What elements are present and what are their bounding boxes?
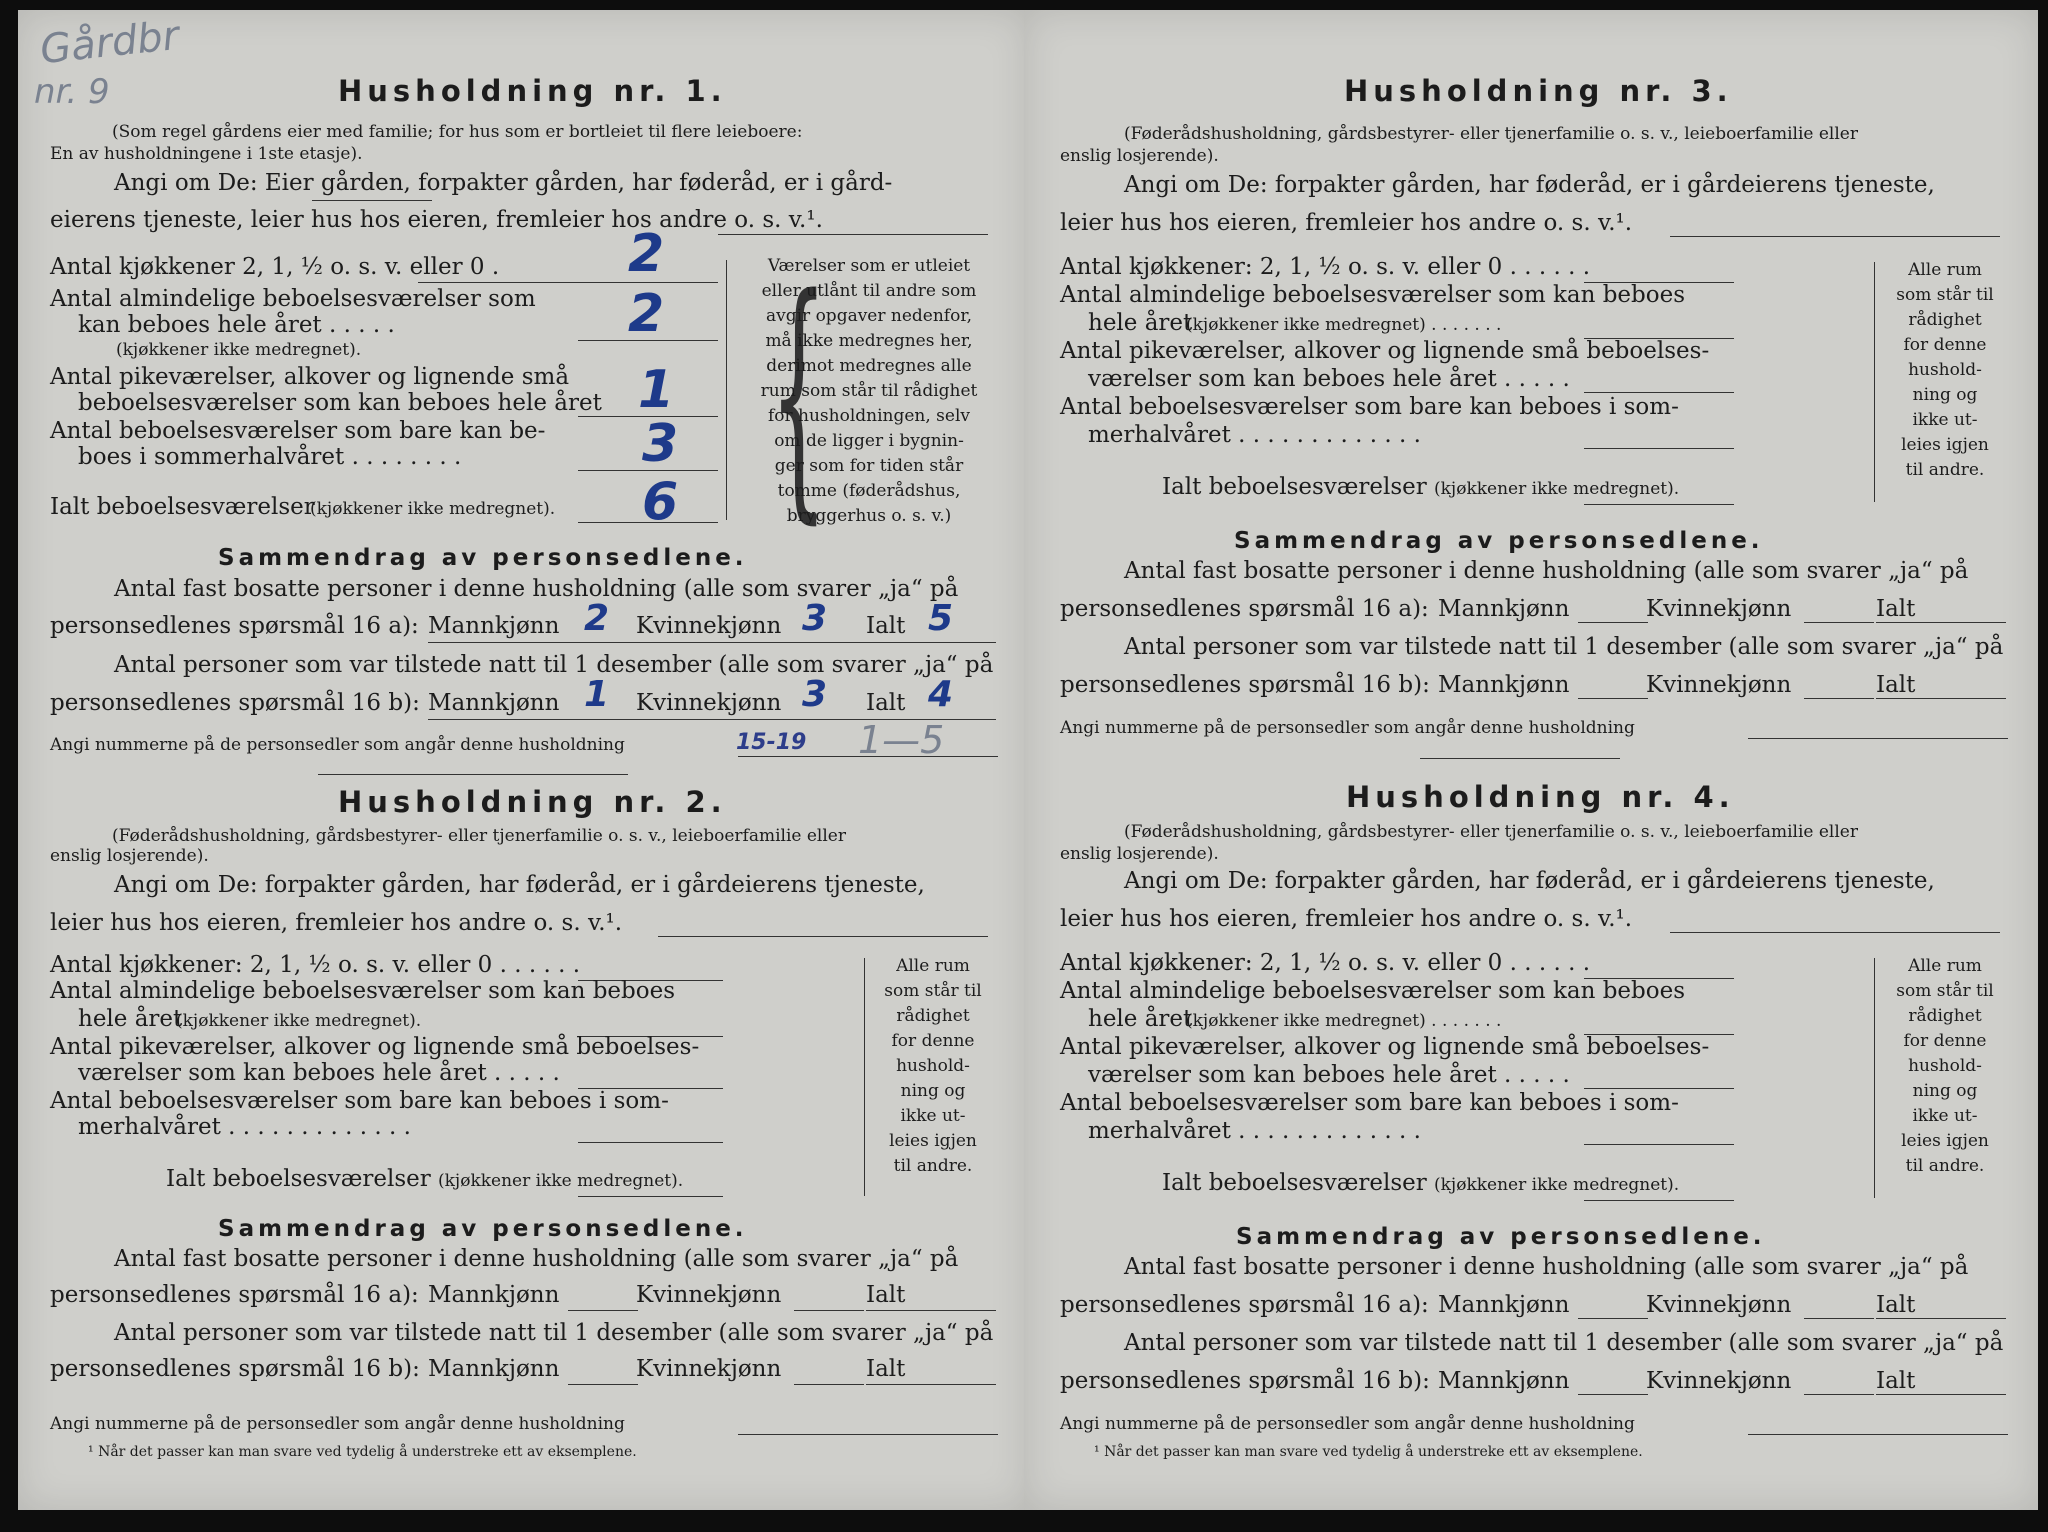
hh1-ialt-label: Ialt beboelsesværelser	[50, 494, 315, 520]
hh3-tilst-mann-label: Mannkjønn	[1438, 672, 1570, 698]
hh3-note-1: (Føderådshusholdning, gårdsbestyrer- eller tjenerfamilie o. s. v., leieboerfamilie eller	[1124, 124, 1858, 144]
hh4-note-1: (Føderådshusholdning, gårdsbestyrer- eller tjenerfamilie o. s. v., leieboerfamilie eller	[1124, 822, 1858, 842]
hh1-alm-1: Antal almindelige beboelsesværelser som	[50, 286, 536, 312]
hh4-pike-2: værelser som kan beboes hele året . . . . .	[1088, 1062, 1570, 1088]
hh2-tilst-ialt-label: Ialt	[866, 1356, 906, 1382]
hh3-tilst-ialt-label: Ialt	[1876, 672, 1916, 698]
hh3-nummer-label: Angi nummerne på de personsedler som angår denne husholdning	[1060, 718, 1635, 738]
hh1-fast-kvinne-label: Kvinnekjønn	[636, 613, 782, 639]
hh4-side-note: Alle rum som står til rådighet for denne hushold- ning og ikke ut- leies igjen til andre.	[1896, 956, 1994, 1176]
hh2-fast-mann-label: Mannkjønn	[428, 1282, 560, 1308]
hh2-note-1: (Føderådshusholdning, gårdsbestyrer- eller tjenerfamilie o. s. v., leieboerfamilie eller	[112, 826, 846, 846]
hh2-pike-1: Antal pikeværelser, alkover og lignende små beboelses-	[50, 1034, 700, 1060]
hh2-bracket-line	[864, 958, 865, 1196]
hh2-sommer-1: Antal beboelsesværelser som bare kan beboes i som-	[50, 1088, 669, 1114]
hh1-nummer-value-2: 1—5	[858, 718, 945, 762]
hh1-title: Husholdning nr. 1.	[338, 74, 727, 108]
hh1-tilst-mann-label: Mannkjønn	[428, 690, 560, 716]
hh4-fast-mann-line	[1578, 1318, 1648, 1319]
hh1-note-1: (Som regel gårdens eier med familie; for hus som er bortleiet til flere leieboere:	[112, 122, 803, 142]
hh4-tilst-ialt-line	[1876, 1394, 2006, 1395]
hh2-ialt-label: Ialt beboelsesværelser	[166, 1166, 431, 1192]
hh3-tilst-2: personsedlenes spørsmål 16 b):	[1060, 672, 1430, 698]
hh3-title: Husholdning nr. 3.	[1344, 74, 1733, 108]
hh1-kjokken-label: Antal kjøkkener 2, 1, ½ o. s. v. eller 0 .	[50, 254, 500, 280]
hh4-sommer-1: Antal beboelsesværelser som bare kan beboes i som-	[1060, 1090, 1679, 1116]
hh4-pike-1: Antal pikeværelser, alkover og lignende små beboelses-	[1060, 1034, 1710, 1060]
hh3-side-note: Alle rum som står til rådighet for denne hushold- ning og ikke ut- leies igjen til andre.	[1896, 260, 1994, 480]
hh3-ialt-small: (kjøkkener ikke medregnet).	[1434, 479, 1680, 499]
hh2-fast-mann-line	[568, 1310, 638, 1311]
hh1-bracket-line	[726, 260, 727, 520]
hh1-alm-2: kan beboes hele året . . . . .	[78, 312, 395, 338]
hh4-tilst-1: Antal personer som var tilstede natt til 1 desember (alle som svarer „ja“ på	[1124, 1330, 2004, 1356]
hh4-pike-line	[1584, 1088, 1734, 1089]
hh2-alm-3: (kjøkkener ikke medregnet).	[176, 1011, 422, 1031]
hh4-nummer-label: Angi nummerne på de personsedler som angår denne husholdning	[1060, 1414, 1635, 1434]
hh3-tilst-1: Antal personer som var tilstede natt til 1 desember (alle som svarer „ja“ på	[1124, 634, 2004, 660]
hh1-pike-value: 1	[638, 360, 675, 420]
hh3-note-2: enslig losjerende).	[1060, 146, 1219, 166]
hh3-alm-2: hele året	[1088, 310, 1193, 336]
hh4-fast-mann-label: Mannkjønn	[1438, 1292, 1570, 1318]
hh3-bracket-line	[1874, 262, 1875, 502]
hh4-note-2: enslig losjerende).	[1060, 844, 1219, 864]
hh4-tilst-kvinne-line	[1804, 1394, 1874, 1395]
hh4-ialt-small: (kjøkkener ikke medregnet).	[1434, 1175, 1680, 1195]
hh3-tilst-mann-line	[1578, 698, 1648, 699]
hh1-tilst-2: personsedlenes spørsmål 16 b):	[50, 690, 420, 716]
hh1-angi-1: Angi om De: Eier gården, forpakter gården, har føderåd, er i gård-	[114, 170, 893, 196]
hh2-angi-1: Angi om De: forpakter gården, har føderåd, er i gårdeierens tjeneste,	[114, 872, 925, 898]
hh2-tilst-mann-label: Mannkjønn	[428, 1356, 560, 1382]
hh2-fast-2: personsedlenes spørsmål 16 a):	[50, 1282, 419, 1308]
hh4-fast-kvinne-line	[1804, 1318, 1874, 1319]
hh2-kjokken-label: Antal kjøkkener: 2, 1, ½ o. s. v. eller 0 . . . . . .	[50, 952, 581, 978]
hh4-ialt-label: Ialt beboelsesværelser	[1162, 1170, 1427, 1196]
hh4-tilst-ialt-label: Ialt	[1876, 1368, 1916, 1394]
hh4-tilst-2: personsedlenes spørsmål 16 b):	[1060, 1368, 1430, 1394]
hh3-tilst-kvinne-line	[1804, 698, 1874, 699]
hh1-kjokken-line	[418, 282, 718, 283]
hh1-fast-1: Antal fast bosatte personer i denne husholdning (alle som svarer „ja“ på	[114, 576, 959, 602]
hh2-note-2: enslig losjerende).	[50, 846, 209, 866]
hh3-pike-line	[1584, 392, 1734, 393]
hh3-fast-mann-line	[1578, 622, 1648, 623]
hh4-alm-1: Antal almindelige beboelsesværelser som kan beboes	[1060, 978, 1686, 1004]
hh2-tilst-kvinne-line	[794, 1384, 864, 1385]
hh3-divider	[1420, 758, 1620, 759]
hh4-alm-2: hele året	[1088, 1006, 1193, 1032]
hh1-tilst-kvinne-value: 3	[802, 674, 828, 715]
hh1-side-note: Værelser som er utleiet eller utlånt til andre som avgir opgaver nedenfor, må ikke medregnes her, derimot medregnes alle rum som står til rådighet for husholdningen, selv om de ligger i bygnin- ger som for tiden står tomme (føderådshus, bryggerhus o. s. v.)	[760, 256, 978, 526]
hh2-fast-kvinne-line	[794, 1310, 864, 1311]
hh4-ialt-line	[1584, 1200, 1734, 1201]
hh4-fast-ialt-label: Ialt	[1876, 1292, 1916, 1318]
hh4-angi-1: Angi om De: forpakter gården, har føderåd, er i gårdeierens tjeneste,	[1124, 868, 1935, 894]
left-page	[18, 10, 1028, 1510]
hh1-angi-2: eierens tjeneste, leier hus hos eieren, fremleier hos andre o. s. v.¹.	[50, 207, 823, 233]
hh3-ialt-label: Ialt beboelsesværelser	[1162, 474, 1427, 500]
hh4-alm-3: (kjøkkener ikke medregnet) . . . . . . .	[1186, 1011, 1502, 1031]
hh2-title: Husholdning nr. 2.	[338, 785, 727, 819]
hh4-fast-ialt-line	[1876, 1318, 2006, 1319]
hh2-tilst-ialt-line	[866, 1384, 996, 1385]
hh2-sommer-line	[578, 1142, 723, 1143]
hh1-sommer-value: 3	[642, 414, 679, 474]
hh2-summary-title: Sammendrag av personsedlene.	[218, 1216, 748, 1242]
hh2-ialt-small: (kjøkkener ikke medregnet).	[438, 1171, 684, 1191]
hh3-alm-3: (kjøkkener ikke medregnet) . . . . . . .	[1186, 315, 1502, 335]
hh1-fast-2: personsedlenes spørsmål 16 a):	[50, 613, 419, 639]
hh1-fast-mann-label: Mannkjønn	[428, 613, 560, 639]
hh1-fast-mann-value: 2	[584, 598, 610, 639]
hh3-fast-1: Antal fast bosatte personer i denne husholdning (alle som svarer „ja“ på	[1124, 558, 1969, 584]
hh1-fast-kvinne-line	[636, 642, 866, 643]
hh4-sommer-line	[1584, 1144, 1734, 1145]
hh4-fast-2: personsedlenes spørsmål 16 a):	[1060, 1292, 1429, 1318]
hh1-fast-mann-line	[428, 642, 658, 643]
hh1-tilst-kvinne-line	[636, 719, 866, 720]
hh1-tilst-mann-value: 1	[584, 674, 610, 715]
hh1-tilst-kvinne-label: Kvinnekjønn	[636, 690, 782, 716]
hh3-tilst-ialt-line	[1876, 698, 2006, 699]
hh3-sommer-line	[1584, 448, 1734, 449]
hh1-summary-title: Sammendrag av personsedlene.	[218, 545, 748, 571]
hh4-kjokken-label: Antal kjøkkener: 2, 1, ½ o. s. v. eller 0 . . . . . .	[1060, 950, 1591, 976]
hh1-tilst-mann-line	[428, 719, 658, 720]
hh3-ialt-line	[1584, 504, 1734, 505]
hh3-summary-title: Sammendrag av personsedlene.	[1234, 528, 1764, 554]
pencil-note-gardbr: Gårdbr	[37, 12, 182, 74]
hh2-tilst-mann-line	[568, 1384, 638, 1385]
hh4-nummer-line	[1748, 1434, 2008, 1435]
hh3-pike-1: Antal pikeværelser, alkover og lignende små beboelses-	[1060, 338, 1710, 364]
hh3-alm-1: Antal almindelige beboelsesværelser som kan beboes	[1060, 282, 1686, 308]
hh2-alm-1: Antal almindelige beboelsesværelser som kan beboes	[50, 978, 676, 1004]
hh3-fast-ialt-label: Ialt	[1876, 596, 1916, 622]
hh1-nummer-value-1: 15-19	[736, 730, 807, 755]
hh2-nummer-label: Angi nummerne på de personsedler som angår denne husholdning	[50, 1414, 625, 1434]
hh2-alm-2: hele året	[78, 1006, 183, 1032]
hh4-sommer-2: merhalvåret . . . . . . . . . . . . .	[1088, 1118, 1421, 1144]
hh1-fast-ialt-label: Ialt	[866, 613, 906, 639]
hh3-sommer-1: Antal beboelsesværelser som bare kan beboes i som-	[1060, 394, 1679, 420]
hh4-fast-1: Antal fast bosatte personer i denne husholdning (alle som svarer „ja“ på	[1124, 1254, 1969, 1280]
hh1-ialt-value: 6	[642, 472, 679, 532]
hh3-sommer-2: merhalvåret . . . . . . . . . . . . .	[1088, 422, 1421, 448]
hh1-kjokken-value: 2	[628, 224, 665, 284]
hh4-summary-title: Sammendrag av personsedlene.	[1236, 1224, 1766, 1250]
hh4-angi-2: leier hus hos eieren, fremleier hos andre o. s. v.¹.	[1060, 906, 1633, 932]
hh2-sommer-2: merhalvåret . . . . . . . . . . . . .	[78, 1114, 411, 1140]
hh3-fast-kvinne-line	[1804, 622, 1874, 623]
hh4-tilst-mann-line	[1578, 1394, 1648, 1395]
hh2-ialt-line	[578, 1196, 723, 1197]
hh4-angi-line	[1670, 932, 2000, 933]
hh4-title: Husholdning nr. 4.	[1346, 780, 1735, 814]
hh1-angi-line	[718, 234, 988, 235]
hh1-alm-value: 2	[628, 284, 665, 344]
hh2-fast-kvinne-label: Kvinnekjønn	[636, 1282, 782, 1308]
hh3-fast-kvinne-label: Kvinnekjønn	[1646, 596, 1792, 622]
hh1-tilst-ialt-label: Ialt	[866, 690, 906, 716]
hh3-fast-2: personsedlenes spørsmål 16 a):	[1060, 596, 1429, 622]
hh1-tilst-1: Antal personer som var tilstede natt til 1 desember (alle som svarer „ja“ på	[114, 652, 994, 678]
hh3-angi-2: leier hus hos eieren, fremleier hos andre o. s. v.¹.	[1060, 210, 1633, 236]
hh1-eier-underline	[312, 200, 432, 201]
hh3-fast-ialt-line	[1876, 622, 2006, 623]
hh2-fast-1: Antal fast bosatte personer i denne husholdning (alle som svarer „ja“ på	[114, 1246, 959, 1272]
hh3-nummer-line	[1748, 738, 2008, 739]
right-page	[1024, 10, 2038, 1510]
hh2-nummer-line	[738, 1434, 998, 1435]
hh1-alm-3: (kjøkkener ikke medregnet).	[116, 340, 362, 360]
hh3-pike-2: værelser som kan beboes hele året . . . . .	[1088, 366, 1570, 392]
hh4-tilst-kvinne-label: Kvinnekjønn	[1646, 1368, 1792, 1394]
hh1-nummer-label: Angi nummerne på de personsedler som angår denne husholdning	[50, 735, 625, 755]
hh4-tilst-mann-label: Mannkjønn	[1438, 1368, 1570, 1394]
hh2-side-note: Alle rum som står til rådighet for denne hushold- ning og ikke ut- leies igjen til andre.	[884, 956, 982, 1176]
hh3-angi-line	[1670, 236, 2000, 237]
hh3-fast-mann-label: Mannkjønn	[1438, 596, 1570, 622]
hh1-tilst-ialt-value: 4	[928, 674, 954, 715]
hh1-fast-ialt-value: 5	[928, 598, 954, 639]
hh1-ialt-small: (kjøkkener ikke medregnet).	[310, 499, 556, 519]
hh2-fast-ialt-label: Ialt	[866, 1282, 906, 1308]
hh2-tilst-kvinne-label: Kvinnekjønn	[636, 1356, 782, 1382]
hh2-fast-ialt-line	[866, 1310, 996, 1311]
hh3-kjokken-label: Antal kjøkkener: 2, 1, ½ o. s. v. eller 0 . . . . . .	[1060, 254, 1591, 280]
hh4-fast-kvinne-label: Kvinnekjønn	[1646, 1292, 1792, 1318]
hh4-bracket-line	[1874, 958, 1875, 1198]
hh2-angi-line	[658, 936, 988, 937]
hh1-sommer-1: Antal beboelsesværelser som bare kan be-	[50, 418, 546, 444]
hh2-tilst-2: personsedlenes spørsmål 16 b):	[50, 1356, 420, 1382]
hh2-angi-2: leier hus hos eieren, fremleier hos andre o. s. v.¹.	[50, 910, 623, 936]
hh3-tilst-kvinne-label: Kvinnekjønn	[1646, 672, 1792, 698]
hh1-pike-2: beboelsesværelser som kan beboes hele året	[78, 390, 602, 416]
hh1-divider	[318, 774, 628, 775]
hh3-angi-1: Angi om De: forpakter gården, har føderåd, er i gårdeierens tjeneste,	[1124, 172, 1935, 198]
left-footnote: ¹ Når det passer kan man svare ved tydelig å understreke ett av eksemplene.	[88, 1444, 637, 1460]
hh1-fast-kvinne-value: 3	[802, 598, 828, 639]
right-footnote: ¹ Når det passer kan man svare ved tydelig å understreke ett av eksemplene.	[1094, 1444, 1643, 1460]
hh1-fast-ialt-line	[866, 642, 996, 643]
hh1-brace: {	[769, 244, 828, 546]
hh2-tilst-1: Antal personer som var tilstede natt til 1 desember (alle som svarer „ja“ på	[114, 1320, 994, 1346]
hh1-note-2: En av husholdningene i 1ste etasje).	[50, 144, 363, 164]
hh1-pike-1: Antal pikeværelser, alkover og lignende små	[50, 364, 570, 390]
hh2-pike-2: værelser som kan beboes hele året . . . . .	[78, 1060, 560, 1086]
hh1-sommer-2: boes i sommerhalvåret . . . . . . . .	[78, 444, 462, 470]
pencil-note-nr: nr. 9	[34, 72, 110, 112]
